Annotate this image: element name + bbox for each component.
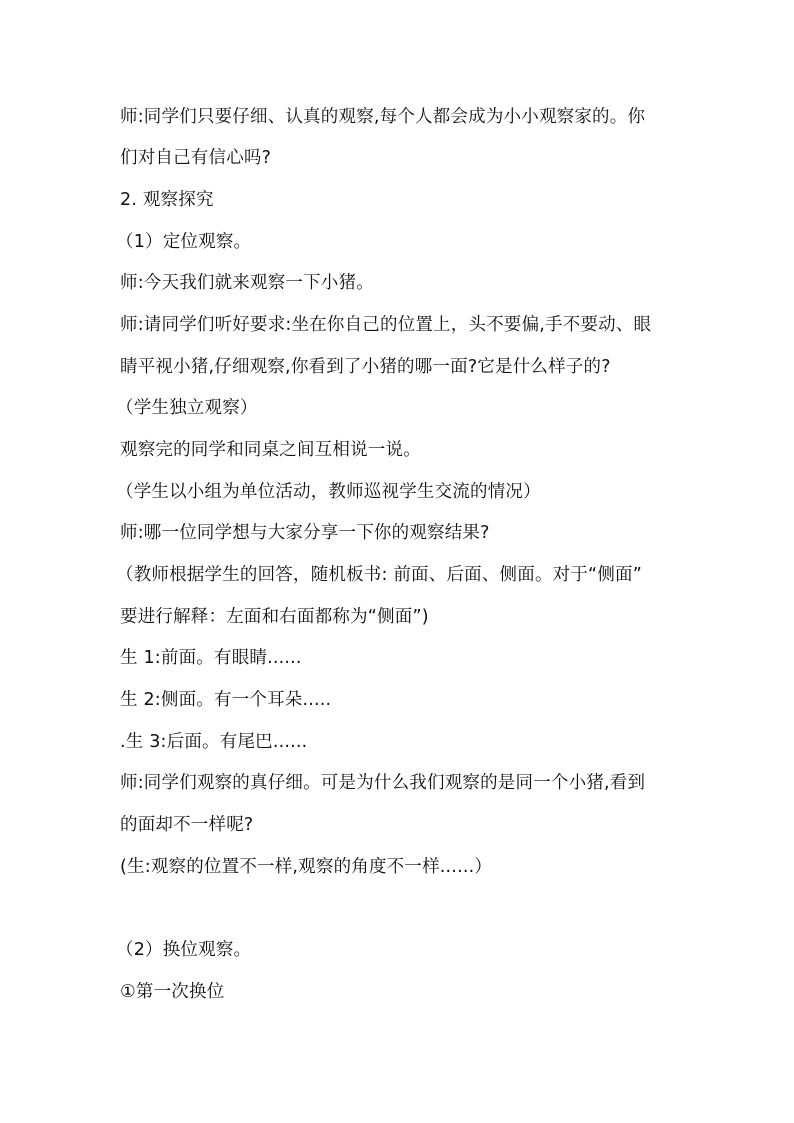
text-line: （教师根据学生的回答，随机板书: 前面、后面、侧面。对于“侧面”: [116, 565, 642, 585]
text-line: 生 2:侧面。有一个耳朵.....: [120, 690, 332, 710]
text-line: （学生以小组为单位活动，教师巡视学生交流的情况）: [116, 482, 541, 502]
text-line: 师:今天我们就来观察一下小猪。: [120, 273, 374, 293]
subsection-heading: （1）定位观察。: [116, 232, 252, 252]
text-line: 要进行解释：左面和右面都称为“侧面”): [120, 607, 429, 627]
section-heading: 2. 观察探究: [120, 190, 214, 210]
text-line: .生 3:后面。有尾巴......: [120, 732, 308, 752]
text-line: （学生独立观察）: [116, 398, 258, 418]
text-line: 生 1:前面。有眼睛......: [120, 648, 302, 668]
text-line: ①第一次换位: [120, 982, 225, 1002]
text-line: 师:同学们观察的真仔细。可是为什么我们观察的是同一个小猪,看到: [120, 773, 646, 793]
text-line: 师:请同学们听好要求:坐在你自己的位置上，头不要偏,手不要动、眼: [120, 315, 652, 335]
text-line: 师:同学们只要仔细、认真的观察,每个人都会成为小小观察家的。你: [120, 107, 646, 127]
text-line: (生:观察的位置不一样,观察的角度不一样......）: [120, 857, 493, 877]
text-line: 观察完的同学和同桌之间互相说一说。: [120, 440, 421, 460]
text-line: 师:哪一位同学想与大家分享一下你的观察结果?: [120, 523, 490, 543]
text-line: 的面却不一样呢?: [120, 815, 254, 835]
subsection-heading: （2）换位观察。: [116, 940, 252, 960]
text-line: 睛平视小猪,仔细观察,你看到了小猪的哪一面?它是什么样子的?: [120, 357, 611, 377]
text-line: 们对自己有信心吗?: [120, 148, 272, 168]
